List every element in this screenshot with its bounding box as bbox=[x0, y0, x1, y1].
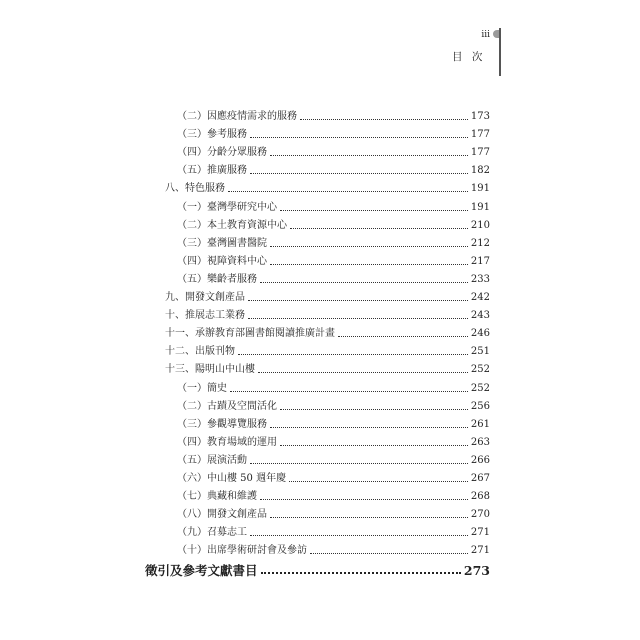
toc-entry-title: （二）本土教育資源中心 bbox=[177, 219, 287, 231]
toc-entry-page: 191 bbox=[470, 201, 490, 213]
toc-entry-title: （五）樂齡者服務 bbox=[177, 273, 257, 285]
toc-leader-dots bbox=[250, 535, 468, 536]
toc-leader-dots bbox=[270, 155, 468, 156]
toc-entry-page: 243 bbox=[470, 310, 490, 322]
toc-leader-dots bbox=[310, 553, 468, 554]
toc-entry-page: 271 bbox=[470, 527, 490, 539]
toc-entry[interactable] bbox=[177, 217, 490, 233]
toc-entry-page: 252 bbox=[470, 382, 490, 394]
toc-entry[interactable] bbox=[165, 343, 490, 359]
toc-leader-dots bbox=[300, 119, 468, 120]
toc-entry-title: （三）臺灣圖書醫院 bbox=[177, 237, 267, 249]
toc-entry[interactable] bbox=[177, 380, 490, 396]
toc-entry[interactable] bbox=[177, 144, 490, 160]
toc-entry-title: （二）古蹟及空間活化 bbox=[177, 400, 277, 412]
toc-leader-dots bbox=[248, 318, 468, 319]
toc-entry[interactable] bbox=[177, 488, 490, 504]
toc-entry-page: 173 bbox=[470, 111, 490, 122]
toc-entry-title: 十二、出版刊物 bbox=[165, 346, 235, 358]
toc-leader-dots bbox=[280, 409, 468, 410]
toc-entry-title: （一）簡史 bbox=[177, 382, 227, 394]
toc-entry-title: （四）分齡分眾服務 bbox=[177, 147, 267, 159]
toc-entry-page: 177 bbox=[470, 129, 490, 141]
toc-entry-page: 233 bbox=[470, 273, 490, 285]
toc-entry[interactable] bbox=[177, 470, 490, 486]
toc-entry-title: 八、特色服務 bbox=[165, 183, 225, 195]
toc-entry[interactable] bbox=[165, 325, 490, 341]
toc-entry-page: 210 bbox=[470, 219, 490, 231]
toc-entry[interactable] bbox=[177, 162, 490, 178]
toc-entry[interactable] bbox=[177, 416, 490, 432]
toc-leader-dots bbox=[248, 300, 468, 301]
toc-entry-page: 273 bbox=[463, 563, 490, 578]
toc-leader-dots bbox=[238, 354, 468, 355]
toc-entry[interactable] bbox=[177, 524, 490, 540]
toc-entry-page: 212 bbox=[470, 237, 490, 249]
toc-leader-dots bbox=[250, 173, 468, 174]
toc-entry-page: 217 bbox=[470, 255, 490, 267]
toc-leader-dots bbox=[270, 517, 468, 518]
toc-entry[interactable] bbox=[177, 108, 490, 124]
toc-entry-title: （三）參觀導覽服務 bbox=[177, 418, 267, 430]
toc-entry-title: （九）召募志工 bbox=[177, 527, 247, 539]
toc-entry-title: （七）典藏和維護 bbox=[177, 491, 257, 503]
toc-entry[interactable] bbox=[165, 289, 490, 305]
toc-entry-title: 十、推展志工業務 bbox=[165, 310, 245, 322]
page-number: iii bbox=[481, 30, 490, 40]
toc-entry-page: 267 bbox=[470, 473, 490, 484]
toc-leader-dots bbox=[260, 499, 468, 500]
toc-entry-page: 263 bbox=[470, 436, 490, 448]
toc-leader-dots bbox=[270, 264, 468, 265]
toc-entry-page: 252 bbox=[470, 364, 490, 376]
toc-entry-page: 256 bbox=[470, 400, 490, 412]
toc-entry-page: 270 bbox=[470, 509, 490, 521]
toc-leader-dots bbox=[338, 336, 468, 337]
toc-entry[interactable] bbox=[177, 126, 490, 142]
toc-entry-title: （三）參考服務 bbox=[177, 129, 247, 141]
toc-entry-title: （四）視障資料中心 bbox=[177, 255, 267, 267]
toc-entry[interactable] bbox=[177, 452, 490, 468]
toc-leader-dots bbox=[258, 372, 468, 373]
toc-entry[interactable] bbox=[165, 361, 490, 377]
toc-entry[interactable] bbox=[177, 542, 490, 558]
toc-leader-dots bbox=[228, 191, 468, 192]
toc-entry-title: （二）因應疫情需求的服務 bbox=[177, 111, 297, 122]
toc-entry-title: 九、開發文創產品 bbox=[165, 292, 245, 303]
toc-entry-title: （五）展演活動 bbox=[177, 454, 247, 466]
toc-entry-page: 266 bbox=[470, 454, 490, 466]
toc-entry[interactable] bbox=[177, 199, 490, 215]
toc-leader-dots bbox=[250, 463, 468, 464]
toc-entry-title: （五）推廣服務 bbox=[177, 165, 247, 177]
toc-entry-page: 268 bbox=[470, 491, 490, 503]
toc-leader-dots bbox=[261, 572, 461, 574]
toc-entry[interactable] bbox=[165, 180, 490, 196]
toc-leader-dots bbox=[260, 282, 468, 283]
toc-entry-page: 191 bbox=[470, 183, 490, 195]
toc-entry-title: （一）臺灣學研究中心 bbox=[177, 201, 277, 213]
toc-entry-page: 261 bbox=[470, 418, 490, 430]
toc-entry-page: 251 bbox=[470, 346, 490, 358]
toc-entry-page: 182 bbox=[470, 165, 490, 177]
toc-leader-dots bbox=[230, 391, 468, 392]
toc-entry-title: （八）開發文創產品 bbox=[177, 509, 267, 521]
toc-entry-page: 177 bbox=[470, 147, 490, 159]
toc-entry-page: 271 bbox=[470, 545, 490, 557]
toc-entry[interactable] bbox=[177, 506, 490, 522]
chapter-title: 目 次 bbox=[452, 51, 486, 63]
toc-entry-title: （四）教育場域的運用 bbox=[177, 436, 277, 448]
toc-entry-title: 十一、承辦教育部圖書館閱讀推廣計畫 bbox=[165, 328, 335, 340]
toc-entry-title: 十三、陽明山中山樓 bbox=[165, 364, 255, 376]
toc-entry-title: （六）中山樓 50 週年慶 bbox=[177, 473, 287, 484]
header-divider bbox=[499, 28, 501, 76]
toc-leader-dots bbox=[280, 445, 468, 446]
toc-entry-title: （十）出席學術研討會及參訪 bbox=[177, 545, 307, 557]
toc-leader-dots bbox=[289, 481, 468, 482]
toc-entry[interactable] bbox=[177, 398, 490, 414]
toc-entry[interactable] bbox=[177, 235, 490, 251]
toc-final-entry[interactable] bbox=[145, 560, 490, 578]
toc-entry-page: 242 bbox=[470, 292, 490, 303]
toc-entry-title: 徵引及參考文獻書目 bbox=[145, 563, 258, 578]
toc-entry-page: 246 bbox=[470, 328, 490, 340]
toc-leader-dots bbox=[280, 210, 468, 211]
toc-leader-dots bbox=[250, 137, 468, 138]
toc-entry[interactable] bbox=[165, 307, 490, 323]
toc-leader-dots bbox=[270, 246, 468, 247]
toc-entry[interactable] bbox=[177, 253, 490, 269]
toc-leader-dots bbox=[290, 228, 468, 229]
toc-entry[interactable] bbox=[177, 271, 490, 287]
toc-entry[interactable] bbox=[177, 434, 490, 450]
toc-leader-dots bbox=[270, 427, 468, 428]
